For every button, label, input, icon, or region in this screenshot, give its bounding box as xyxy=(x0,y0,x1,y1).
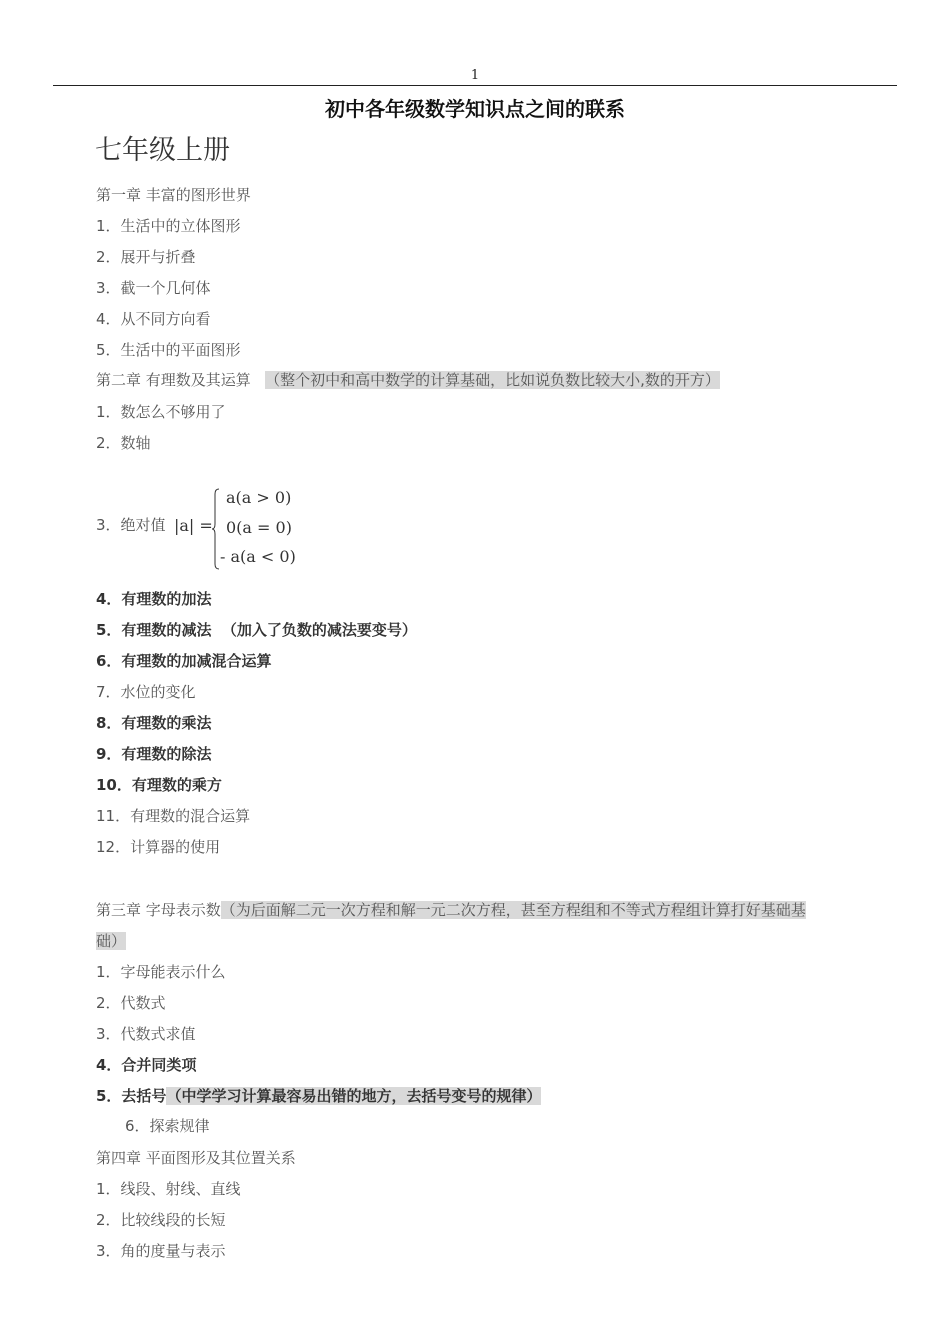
chapter-1-title: 第一章 丰富的图形世界 xyxy=(96,186,251,204)
piecewise-brace xyxy=(212,488,220,570)
chapter-2-title: 第二章 有理数及其运算 xyxy=(96,371,251,389)
ch1-item-4: 4．从不同方向看 xyxy=(96,310,211,328)
ch2-item-4: 4．有理数的加法 xyxy=(96,590,212,608)
chapter-3-note: （为后面解二元一次方程和解一元二次方程，甚至方程组和不等式方程组计算打好基础基 xyxy=(220,901,806,919)
ch2-item-10: 10．有理数的乘方 xyxy=(96,776,222,794)
chapter-2-note: （整个初中和高中数学的计算基础，比如说负数比较大小,数的开方） xyxy=(265,371,720,389)
chapter-4-title: 第四章 平面图形及其位置关系 xyxy=(96,1149,296,1167)
chapter-2-line xyxy=(96,370,720,390)
header-rule xyxy=(53,85,897,86)
ch1-item-1: 1．生活中的立体图形 xyxy=(96,217,241,235)
ch2-item-8: 8．有理数的乘法 xyxy=(96,714,212,732)
ch3-item-1: 1．字母能表示什么 xyxy=(96,963,226,981)
grade-heading: 七年级上册 xyxy=(95,135,230,166)
ch3-item-3: 3．代数式求值 xyxy=(96,1025,196,1043)
ch4-item-3: 3．角的度量与表示 xyxy=(96,1242,226,1260)
chapter-3-note-cont: 础） xyxy=(96,932,127,950)
ch3-bracket-note: （中学学习计算最容易出错的地方，去括号变号的规律） xyxy=(166,1087,542,1105)
ch2-item-11: 11．有理数的混合运算 xyxy=(96,807,251,825)
page-number: 1 xyxy=(470,68,480,83)
abs-case-positive: a(a > 0) xyxy=(226,488,292,507)
abs-case-zero: 0(a = 0) xyxy=(226,518,292,537)
chapter-3-note-cont-line xyxy=(96,931,126,951)
ch2-subtraction-note: （加入了负数的减法要变号） xyxy=(221,621,417,639)
ch2-item-7: 7．水位的变化 xyxy=(96,683,196,701)
ch2-item-5: 5．有理数的减法 xyxy=(96,621,212,639)
ch1-item-2: 2．展开与折叠 xyxy=(96,248,196,266)
document-title: 初中各年级数学知识点之间的联系 xyxy=(325,97,625,121)
chapter-3-title: 第三章 字母表示数 xyxy=(96,901,221,919)
ch3-item-4: 4．合并同类项 xyxy=(96,1056,197,1074)
ch1-item-3: 3．截一个几何体 xyxy=(96,279,211,297)
abs-case-negative: - a(a < 0) xyxy=(220,547,296,566)
ch2-item-9: 9．有理数的除法 xyxy=(96,745,212,763)
abs-formula-lhs: |a| = xyxy=(174,516,213,535)
ch3-item-2: 2．代数式 xyxy=(96,994,166,1012)
ch2-item-12: 12．计算器的使用 xyxy=(96,838,221,856)
ch3-item-5: 5．去括号 xyxy=(96,1087,167,1105)
ch2-item-2: 2．数轴 xyxy=(96,434,151,452)
chapter-3-line xyxy=(96,900,806,920)
ch3-item-6: 6．探索规律 xyxy=(125,1117,210,1135)
ch4-item-2: 2．比较线段的长短 xyxy=(96,1211,226,1229)
ch2-item-6: 6．有理数的加减混合运算 xyxy=(96,652,272,670)
ch1-item-5: 5．生活中的平面图形 xyxy=(96,341,241,359)
ch2-item-5-line xyxy=(96,620,417,640)
ch2-abs-label: 3．绝对值 xyxy=(96,516,166,534)
ch4-item-1: 1．线段、射线、直线 xyxy=(96,1180,241,1198)
ch2-item-1: 1．数怎么不够用了 xyxy=(96,403,226,421)
ch3-item-5-line xyxy=(96,1086,541,1106)
